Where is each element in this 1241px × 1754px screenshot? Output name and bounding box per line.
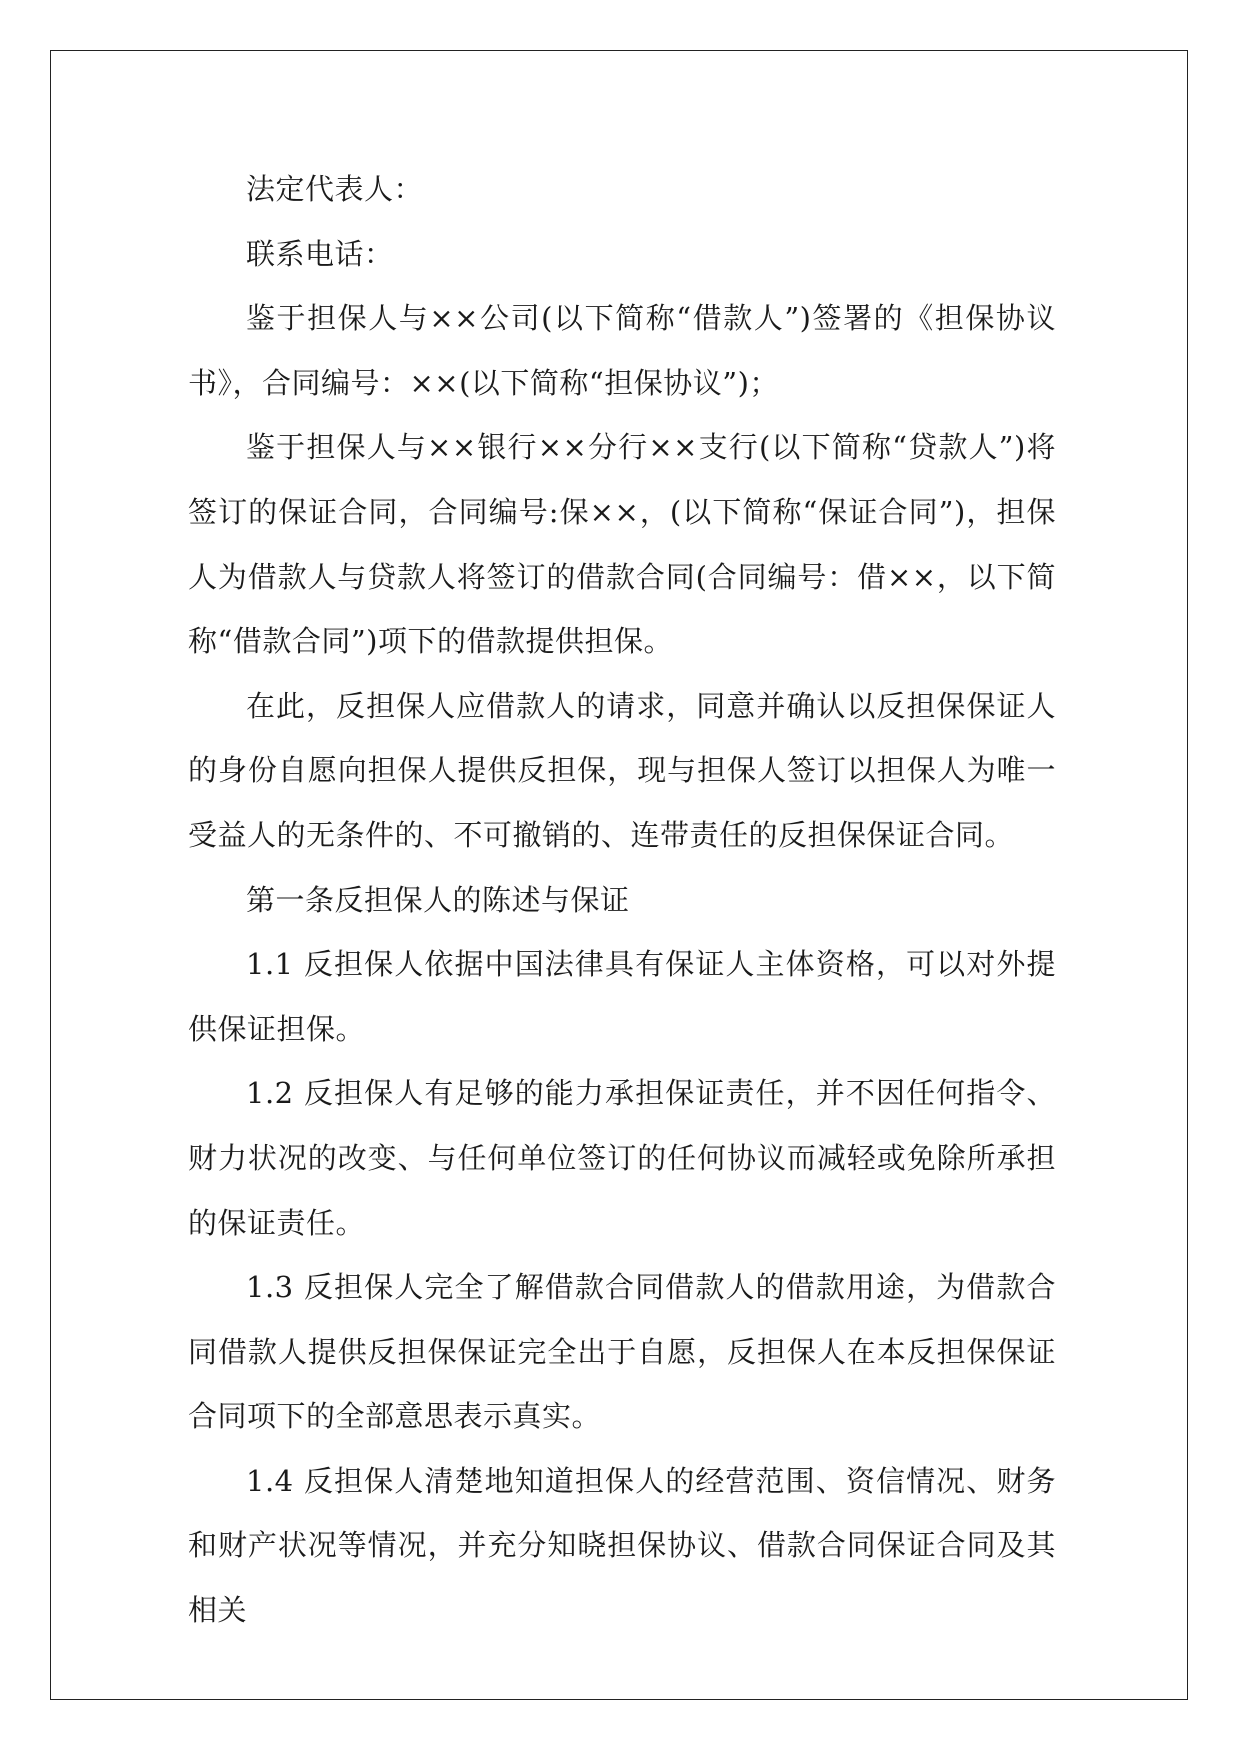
recital-guarantee-contract: 鉴于担保人与××银行××分行××支行(以下简称“贷款人”)将签订的保证合同，合同编号:保××，(以下简称“保证合同”)，担保人为借款人与贷款人将签订的借款合同(合同编号：借××，以下简称“借款合同”)项下的借款提供担保。 bbox=[188, 430, 1056, 659]
contact-phone-line: 联系电话： bbox=[246, 236, 394, 271]
recital-guarantee-agreement: 鉴于担保人与××公司(以下简称“借款人”)签署的《担保协议书》，合同编号：××(以下简称“担保协议”)； bbox=[188, 301, 1056, 400]
clause-1-3: 1.3 反担保人完全了解借款合同借款人的借款用途，为借款合同借款人提供反担保保证完全出于自愿，反担保人在本反担保保证合同项下的全部意思表示真实。 bbox=[188, 1270, 1056, 1434]
clause-1-4: 1.4 反担保人清楚地知道担保人的经营范围、资信情况、财务和财产状况等情况，并充分知晓担保协议、借款合同保证合同及其相关 bbox=[188, 1463, 1056, 1628]
clause-1-1: 1.1 反担保人依据中国法律具有保证人主体资格，可以对外提供保证担保。 bbox=[188, 947, 1056, 1046]
article-1-heading: 第一条反担保人的陈述与保证 bbox=[246, 882, 630, 917]
clause-1-2: 1.2 反担保人有足够的能力承担保证责任，并不因任何指令、财力状况的改变、与任何单位签订的任何协议而减轻或免除所承担的保证责任。 bbox=[188, 1076, 1056, 1240]
document-body bbox=[188, 157, 1056, 1643]
legal-representative-line: 法定代表人： bbox=[246, 172, 424, 206]
counter-guarantee-statement: 在此，反担保人应借款人的请求，同意并确认以反担保保证人的身份自愿向担保人提供反担保，现与担保人签订以担保人为唯一受益人的无条件的、不可撤销的、连带责任的反担保保证合同。 bbox=[188, 688, 1056, 852]
